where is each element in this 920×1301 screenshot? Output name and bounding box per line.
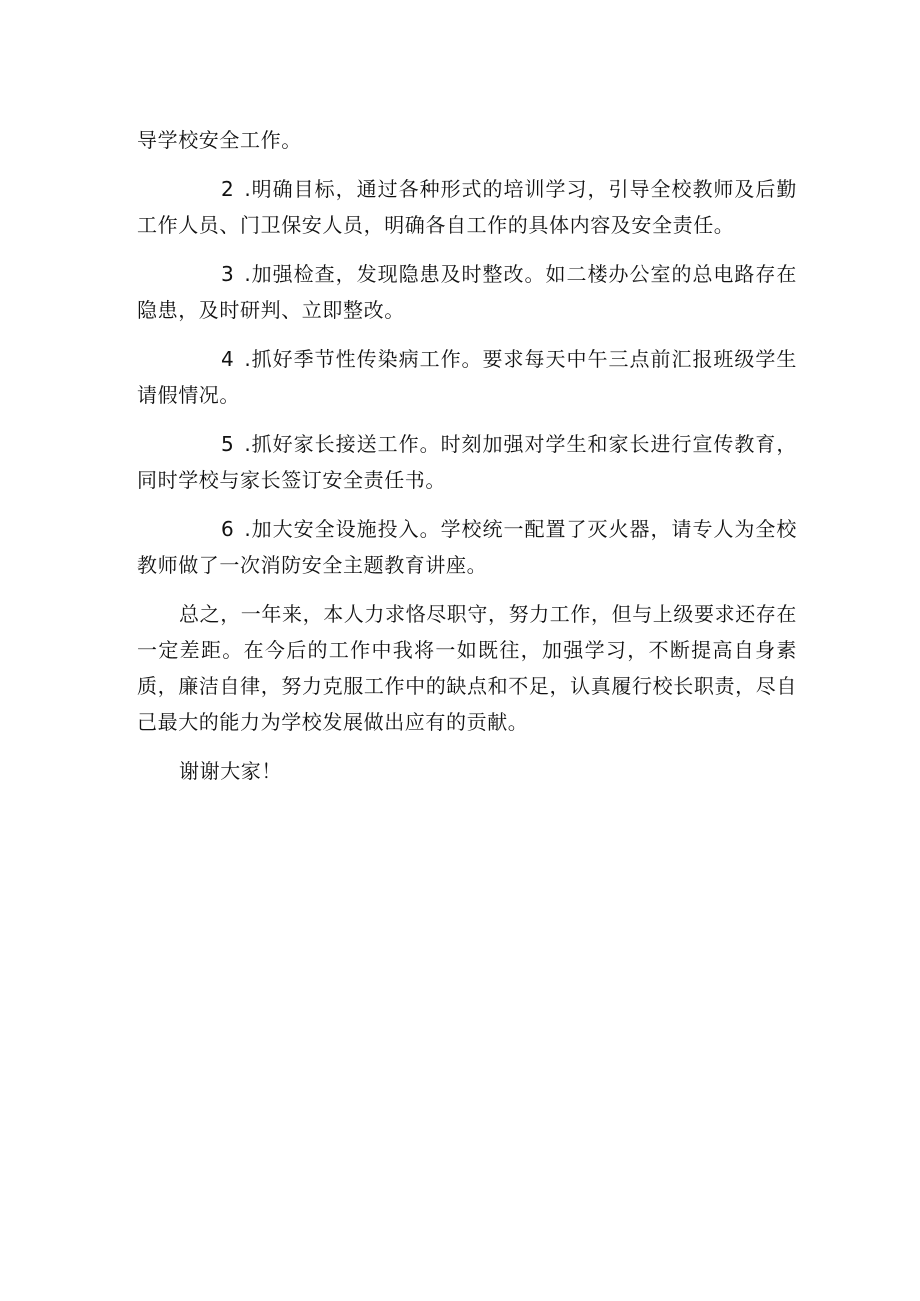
item-number: 5 bbox=[221, 432, 235, 456]
document-body bbox=[137, 122, 797, 789]
summary-paragraph: 总之，一年来，本人力求恪尽职守，努力工作，但与上级要求还存在一定差距。在今后的工作中我将一如既往，加强学习，不断提高自身素质，廉洁自律，努力克服工作中的缺点和不足，认真履行校长职责，尽自己最大的能力为学校发展做出应有的贡献。 bbox=[137, 602, 797, 734]
closing-line: 谢谢大家！ bbox=[179, 759, 282, 783]
continuation-paragraph: 导学校安全工作。 bbox=[137, 128, 302, 152]
item-text: .加强检查，发现隐患及时整改。如二楼办公室的总电路存在隐患，及时研判、立即整改。 bbox=[137, 262, 797, 322]
item-text: .明确目标，通过各种形式的培训学习，引导全校教师及后勤工作人员、门卫保安人员，明确各自工作的具体内容及安全责任。 bbox=[137, 177, 797, 237]
item-number: 6 bbox=[221, 517, 235, 541]
item-number: 2 bbox=[221, 177, 235, 201]
list-item-3 bbox=[137, 256, 797, 328]
list-item-6 bbox=[137, 511, 797, 583]
item-text: .加大安全设施投入。学校统一配置了灭火器，请专人为全校教师做了一次消防安全主题教育讲座。 bbox=[137, 517, 797, 577]
item-text: .抓好家长接送工作。时刻加强对学生和家长进行宣传教育，同时学校与家长签订安全责任书。 bbox=[137, 432, 797, 492]
item-number: 4 bbox=[221, 347, 235, 371]
item-number: 3 bbox=[221, 262, 235, 286]
list-item-4 bbox=[137, 341, 797, 413]
list-item-5 bbox=[137, 426, 797, 498]
item-text: .抓好季节性传染病工作。要求每天中午三点前汇报班级学生请假情况。 bbox=[137, 347, 797, 407]
list-item-2 bbox=[137, 171, 797, 243]
